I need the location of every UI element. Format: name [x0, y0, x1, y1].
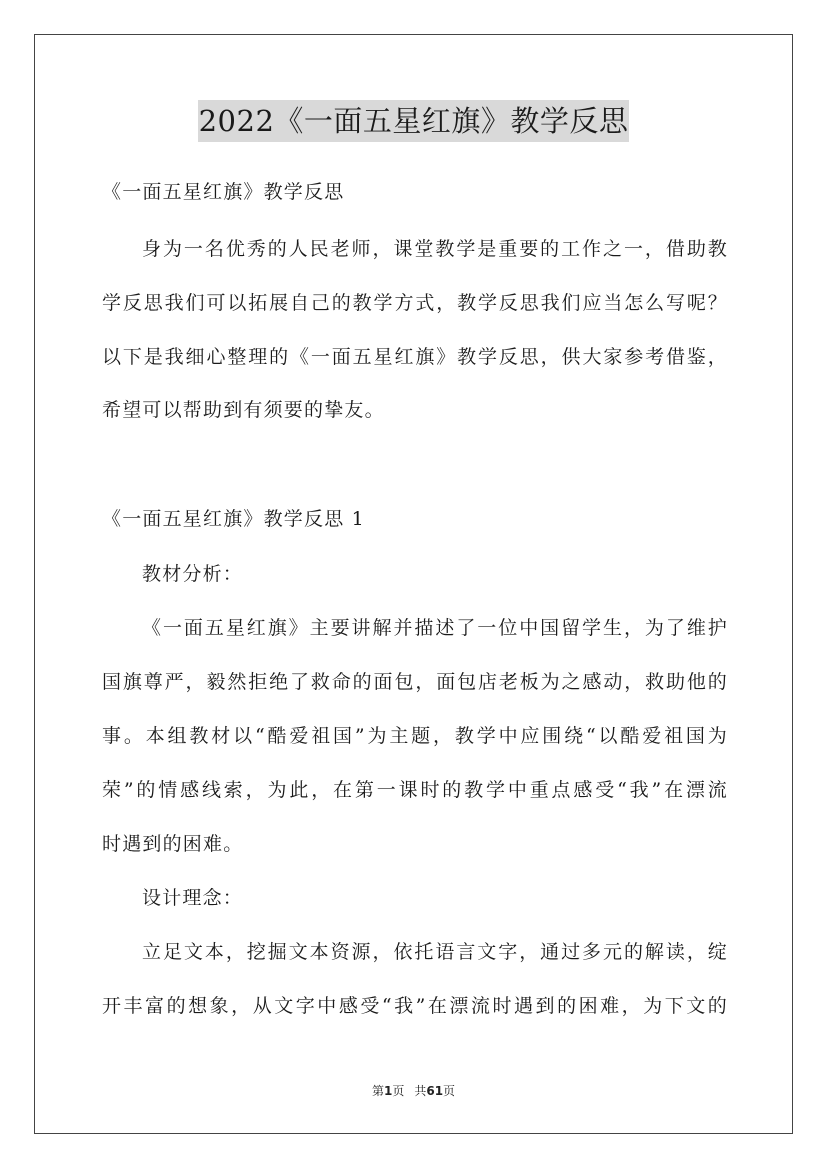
document-title: 2022《一面五星红旗》教学反思 — [198, 100, 630, 142]
section-heading: 《一面五星红旗》教学反思 1 — [102, 508, 365, 530]
total-pages: 61 — [426, 1084, 444, 1098]
page-footer — [0, 1082, 827, 1099]
paragraph-line: 身为一名优秀的人民老师，课堂教学是重要的工作之一，借助教 — [142, 238, 728, 260]
paragraph-line: 立足文本，挖掘文本资源，依托语言文字，通过多元的解读，绽 — [142, 941, 728, 963]
paragraph-line: 国旗尊严，毅然拒绝了救命的面包，面包店老板为之感动，救助他的 — [102, 671, 728, 693]
title-container — [0, 100, 827, 142]
total-label-prefix: 共 — [414, 1084, 427, 1098]
paragraph-line: 以下是我细心整理的《一面五星红旗》教学反思，供大家参考借鉴， — [102, 346, 728, 368]
section-label: 教材分析： — [142, 563, 244, 585]
paragraph-line: 学反思我们可以拓展自己的教学方式，教学反思我们应当怎么写呢？ — [102, 292, 728, 314]
paragraph-line: 荣”的情感线索，为此，在第一课时的教学中重点感受“我”在漂流 — [102, 779, 728, 801]
page-label-prefix: 第 — [371, 1084, 384, 1098]
paragraph-line: 希望可以帮助到有须要的挚友。 — [102, 399, 385, 421]
paragraph-line: 事。本组教材以“酷爱祖国”为主题，教学中应围绕“以酷爱祖国为 — [102, 725, 728, 747]
paragraph-line: 《一面五星红旗》主要讲解并描述了一位中国留学生，为了维护 — [142, 617, 728, 639]
total-label-suffix: 页 — [443, 1084, 456, 1098]
section-label: 设计理念： — [142, 887, 244, 909]
paragraph-line: 时遇到的困难。 — [102, 833, 244, 855]
paragraph-line: 开丰富的想象，从文字中感受“我”在漂流时遇到的困难，为下文的 — [102, 995, 728, 1017]
subtitle-line: 《一面五星红旗》教学反思 — [102, 181, 345, 203]
page-number: 1 — [383, 1084, 393, 1098]
page-label-suffix: 页 — [392, 1084, 405, 1098]
